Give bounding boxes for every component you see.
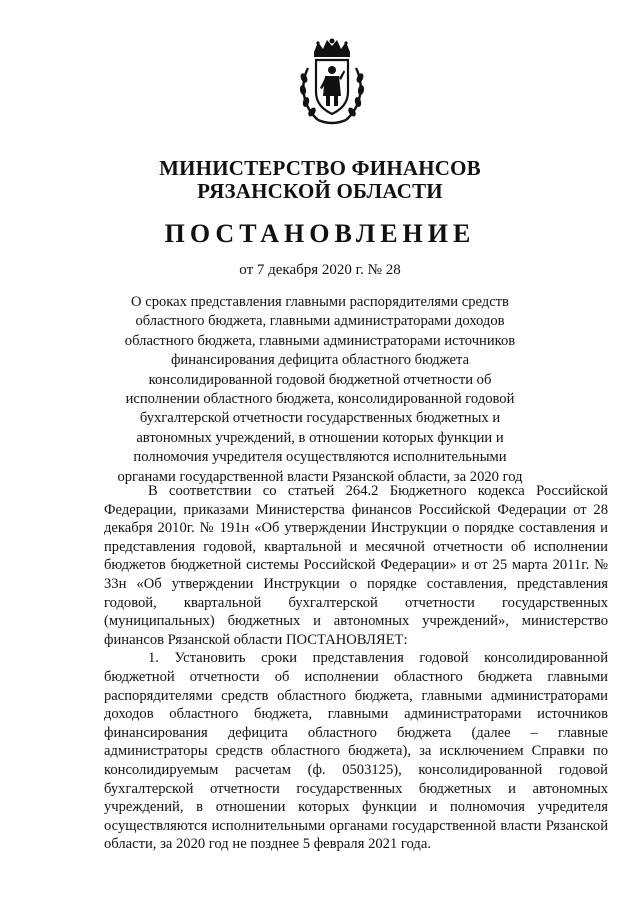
ministry-name-line2: РЯЗАНСКОЙ ОБЛАСТИ: [197, 179, 443, 203]
ministry-name-line1: МИНИСТЕРСТВО ФИНАНСОВ: [159, 156, 481, 180]
document-date-number: от 7 декабря 2020 г. № 28: [239, 262, 401, 278]
document-subject: О сроках представления главными распорядителями средств областного бюджета, главными администраторами доходов областного бюджета, главными администраторами источников финансирования дефицита областного бюджета консолидированной годовой бюджетной отчетности об исполнении областного бюджета, консолидированной годовой бухгалтерской отчетности государственных бюджетных и автономных учреждений, в отношении которых функции и полномочия учредителя осуществляются исполнительными органами государственной власти Рязанской области, за 2020 год: [117, 294, 523, 485]
body-paragraph-preamble: В соответствии со статьей 264.2 Бюджетного кодекса Российской Федерации, приказами Министерства финансов Российской Федерации от 28 декабря 2010г. № 191н «Об утверждении Инструкции о порядке составления и представления годовой, квартальной и месячной отчетности об исполнении бюджетов бюджетной системы Российской Федерации» и от 25 марта 2011г. № 33н «Об утверждении Инструкции о порядке составления, представления годовой, квартальной бухгалтерской отчетности государственных (муниципальных) бюджетных и автономных учреждений», министерство финансов Рязанской области ПОСТАНОВЛЯЕТ:: [104, 483, 608, 648]
document-body: [104, 482, 608, 854]
document-type-heading: ПОСТАНОВЛЕНИЕ: [164, 219, 476, 248]
body-paragraph-item-1: 1. Установить сроки представления годовой консолидированной бюджетной отчетности об исполнении областного бюджета главными распорядителями средств областного бюджета, главными администраторами доходов областного бюджета, главными администраторами источников финансирования дефицита областного бюджета (далее – главные администраторы средств областного бюджета), за исключением Справки по консолидируемым расчетам (ф. 0503125), консолидированной годовой бухгалтерской отчетности государственных бюджетных и автономных учреждений, в отношении которых функции и полномочия учредителя осуществляются исполнительными органами государственной власти Рязанской области, за 2020 год не позднее 5 февраля 2021 года.: [104, 650, 608, 853]
coat-of-arms-icon: [296, 38, 368, 128]
